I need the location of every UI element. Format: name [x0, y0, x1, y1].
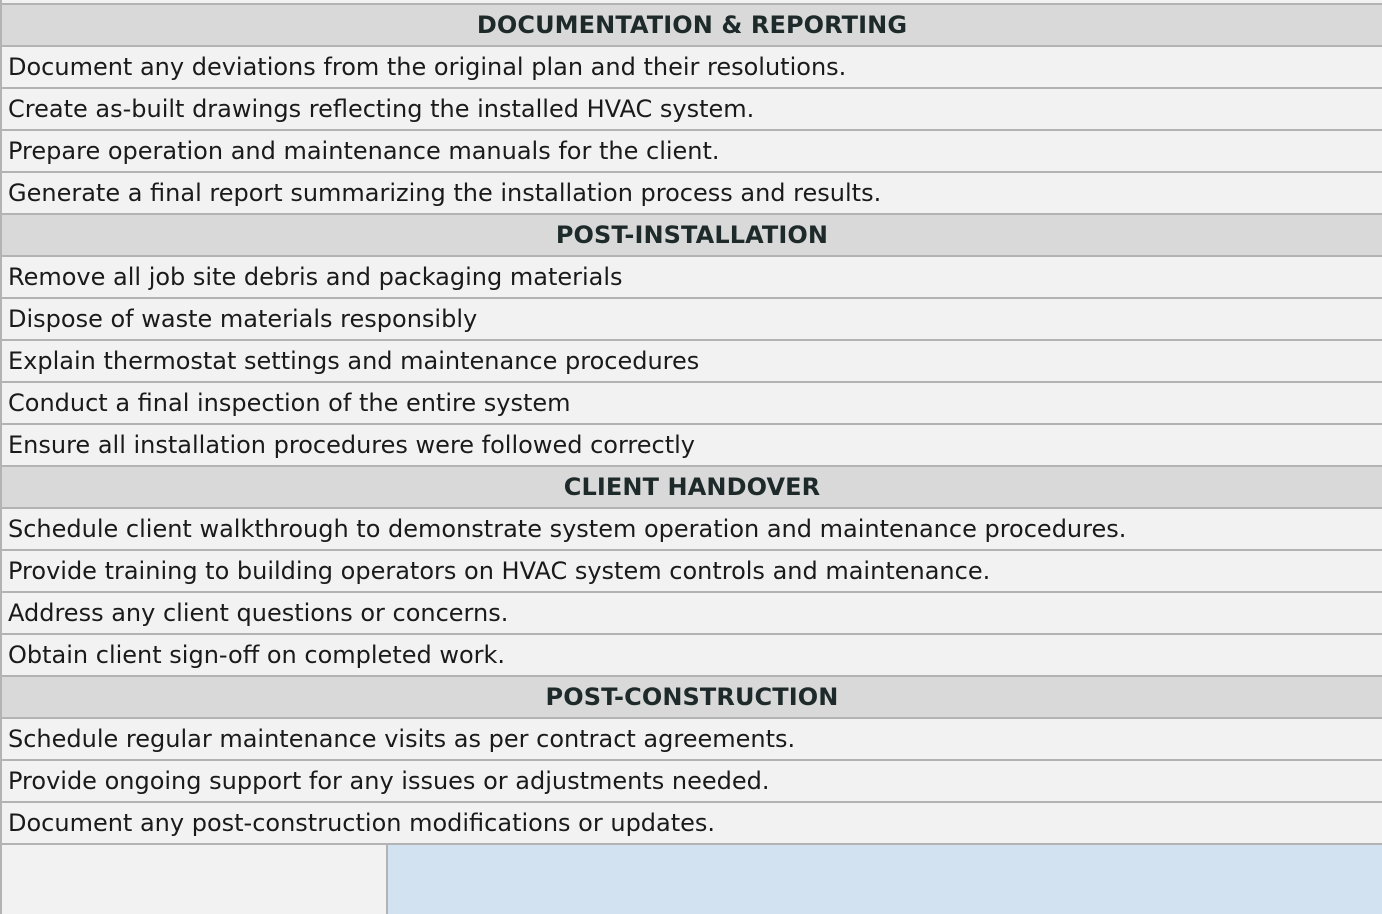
checklist-item-text: Schedule regular maintenance visits as per contract agreements. — [8, 725, 796, 753]
checklist-row[interactable] — [0, 341, 1382, 383]
checklist-item-text: Conduct a final inspection of the entire system — [8, 389, 571, 417]
checklist-row[interactable] — [0, 47, 1382, 89]
checklist-item-text: Explain thermostat settings and maintenance procedures — [8, 347, 700, 375]
section-header-post-installation[interactable] — [0, 215, 1382, 257]
checklist-item-text: Ensure all installation procedures were followed correctly — [8, 431, 695, 459]
checklist-row[interactable] — [0, 761, 1382, 803]
checklist-item-text: Remove all job site debris and packaging materials — [8, 263, 623, 291]
checklist-item-text: Document any post-construction modifications or updates. — [8, 809, 716, 837]
section-header-documentation[interactable] — [0, 5, 1382, 47]
section-title: DOCUMENTATION & REPORTING — [476, 11, 908, 39]
checklist-row[interactable] — [0, 593, 1382, 635]
checklist-item-text: Address any client questions or concerns. — [8, 599, 509, 627]
checklist-row[interactable] — [0, 425, 1382, 467]
checklist-row[interactable] — [0, 173, 1382, 215]
checklist-item-text: Provide ongoing support for any issues or adjustments needed. — [8, 767, 770, 795]
checklist-row[interactable] — [0, 719, 1382, 761]
section-header-post-construction[interactable] — [0, 677, 1382, 719]
checklist-item-text: Generate a final report summarizing the installation process and results. — [8, 179, 882, 207]
checklist-row[interactable] — [0, 803, 1382, 845]
checklist-row[interactable] — [0, 131, 1382, 173]
checklist-row[interactable] — [0, 509, 1382, 551]
checklist-item-text: Create as-built drawings reflecting the installed HVAC system. — [8, 95, 755, 123]
checklist-item-text: Provide training to building operators on HVAC system controls and maintenance. — [8, 557, 991, 585]
checklist-row[interactable] — [0, 257, 1382, 299]
checklist-item-text: Schedule client walkthrough to demonstrate system operation and maintenance procedures. — [8, 515, 1127, 543]
checklist-row[interactable] — [0, 551, 1382, 593]
section-title: POST-CONSTRUCTION — [545, 683, 839, 711]
checklist-item-text: Obtain client sign-off on completed work. — [8, 641, 506, 669]
empty-cell[interactable] — [0, 845, 388, 914]
section-header-client-handover[interactable] — [0, 467, 1382, 509]
checklist-row[interactable] — [0, 383, 1382, 425]
checklist-row[interactable] — [0, 635, 1382, 677]
checklist-item-text: Prepare operation and maintenance manuals for the client. — [8, 137, 720, 165]
section-title: CLIENT HANDOVER — [563, 473, 821, 501]
section-title: POST-INSTALLATION — [555, 221, 829, 249]
bottom-cell-row — [0, 845, 1382, 914]
checklist-item-text: Document any deviations from the original plan and their resolutions. — [8, 53, 847, 81]
checklist-row[interactable] — [0, 89, 1382, 131]
checklist-row[interactable] — [0, 299, 1382, 341]
checklist-item-text: Dispose of waste materials responsibly — [8, 305, 478, 333]
selected-cell-range[interactable] — [388, 845, 1382, 914]
